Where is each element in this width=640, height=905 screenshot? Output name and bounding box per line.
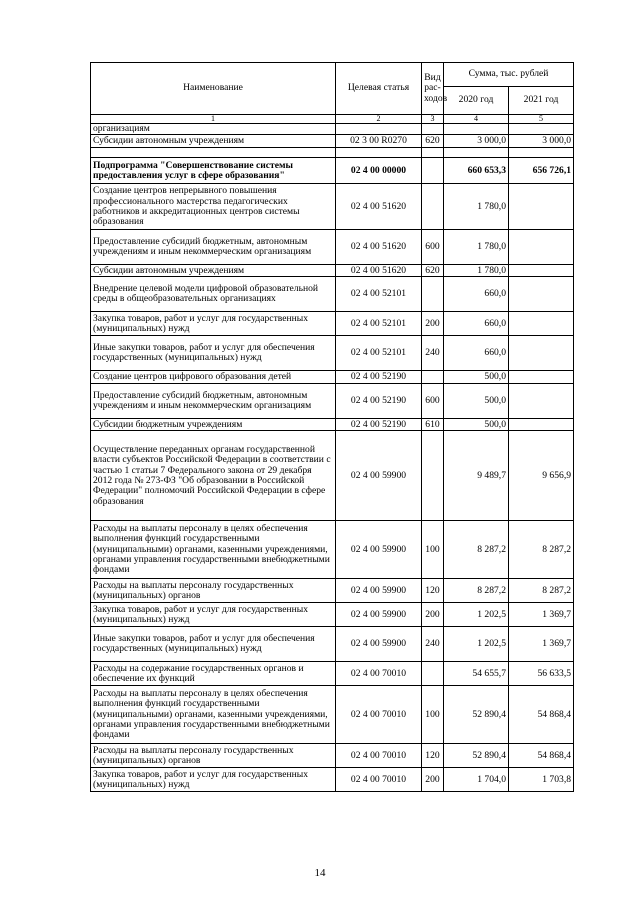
row-vid-cell xyxy=(422,662,444,686)
row-2021-cell xyxy=(509,265,574,277)
row-article-cell xyxy=(336,148,422,158)
table-row xyxy=(91,521,574,579)
row-article-cell: 02 4 00 52190 xyxy=(336,384,422,419)
row-name-cell: Закупка товаров, работ и услуг для государственных (муниципальных) нужд xyxy=(91,312,336,336)
row-vid-cell xyxy=(422,371,444,384)
row-2020-cell: 500,0 xyxy=(444,419,509,431)
table-row xyxy=(91,312,574,336)
row-article-cell: 02 4 00 00000 xyxy=(336,158,422,184)
row-vid-cell: 200 xyxy=(422,768,444,792)
column-index-row xyxy=(91,115,574,124)
row-name-cell: Субсидии автономным учреждениям xyxy=(91,135,336,148)
row-vid-cell xyxy=(422,431,444,521)
row-article-cell: 02 4 00 51620 xyxy=(336,230,422,265)
row-article-cell: 02 3 00 R0270 xyxy=(336,135,422,148)
row-name-cell: Внедрение целевой модели цифровой образовательной среды в общеобразовательных организациях xyxy=(91,277,336,312)
table-row xyxy=(91,265,574,277)
table-row xyxy=(91,384,574,419)
table-row xyxy=(91,158,574,184)
row-vid-cell xyxy=(422,277,444,312)
page-number: 14 xyxy=(314,867,326,879)
table-row xyxy=(91,744,574,768)
row-2021-cell xyxy=(509,277,574,312)
header-2021: 2021 год xyxy=(509,87,574,115)
row-2021-cell: 1 369,7 xyxy=(509,627,574,662)
table-body xyxy=(91,124,574,792)
row-article-cell: 02 4 00 70010 xyxy=(336,744,422,768)
row-2021-cell xyxy=(509,336,574,371)
row-vid-cell: 240 xyxy=(422,336,444,371)
header-2020: 2020 год xyxy=(444,87,509,115)
row-article-cell: 02 4 00 70010 xyxy=(336,768,422,792)
row-article-cell: 02 4 00 52101 xyxy=(336,312,422,336)
row-vid-cell: 240 xyxy=(422,627,444,662)
table-row xyxy=(91,686,574,744)
table-row xyxy=(91,662,574,686)
row-2020-cell: 1 780,0 xyxy=(444,184,509,230)
row-name-cell xyxy=(91,148,336,158)
row-2020-cell: 1 202,5 xyxy=(444,603,509,627)
table-row xyxy=(91,124,574,135)
row-2020-cell: 1 780,0 xyxy=(444,265,509,277)
row-vid-cell: 620 xyxy=(422,265,444,277)
row-2020-cell: 1 780,0 xyxy=(444,230,509,265)
row-vid-cell: 620 xyxy=(422,135,444,148)
row-name-cell: Субсидии бюджетным учреждениям xyxy=(91,419,336,431)
row-2021-cell: 56 633,5 xyxy=(509,662,574,686)
row-name-cell: Расходы на содержание государственных органов и обеспечение их функций xyxy=(91,662,336,686)
row-article-cell xyxy=(336,124,422,135)
row-article-cell: 02 4 00 59900 xyxy=(336,603,422,627)
row-2020-cell: 9 489,7 xyxy=(444,431,509,521)
row-name-cell: Создание центров непрерывного повышения профессионального мастерства педагогических работников и аккредитационных центров системы образования xyxy=(91,184,336,230)
row-2020-cell: 1 704,0 xyxy=(444,768,509,792)
row-vid-cell: 120 xyxy=(422,579,444,603)
row-2021-cell xyxy=(509,184,574,230)
row-2021-cell xyxy=(509,419,574,431)
row-name-cell: Осуществление переданных органам государственной власти субъектов Российской Федерации в соответствии с частью 1 статьи 7 Федерального закона от 29 декабря 2012 года № 273-ФЗ "Об образовании в Российской Федерации" полномочий Российской Федерации в сфере образования xyxy=(91,431,336,521)
row-2020-cell xyxy=(444,148,509,158)
table-row xyxy=(91,148,574,158)
row-2020-cell: 52 890,4 xyxy=(444,744,509,768)
row-2020-cell: 54 655,7 xyxy=(444,662,509,686)
row-name-cell: организациям xyxy=(91,124,336,135)
row-article-cell: 02 4 00 59900 xyxy=(336,521,422,579)
row-2021-cell: 54 868,4 xyxy=(509,686,574,744)
row-vid-cell: 600 xyxy=(422,230,444,265)
budget-table-sheet xyxy=(90,62,573,792)
row-name-cell: Иные закупки товаров, работ и услуг для обеспечения государственных (муниципальных) нужд xyxy=(91,627,336,662)
row-2021-cell: 8 287,2 xyxy=(509,521,574,579)
table-row xyxy=(91,230,574,265)
table-row xyxy=(91,277,574,312)
row-2021-cell xyxy=(509,230,574,265)
row-2020-cell: 500,0 xyxy=(444,384,509,419)
table-row xyxy=(91,184,574,230)
row-2020-cell: 660 653,3 xyxy=(444,158,509,184)
row-2021-cell: 1 369,7 xyxy=(509,603,574,627)
row-name-cell: Иные закупки товаров, работ и услуг для обеспечения государственных (муниципальных) нужд xyxy=(91,336,336,371)
index-cell: 2 xyxy=(336,115,422,124)
row-2021-cell: 54 868,4 xyxy=(509,744,574,768)
row-2021-cell xyxy=(509,371,574,384)
budget-table xyxy=(90,62,574,792)
row-vid-cell xyxy=(422,124,444,135)
row-2021-cell: 656 726,1 xyxy=(509,158,574,184)
table-row xyxy=(91,371,574,384)
row-2021-cell: 8 287,2 xyxy=(509,579,574,603)
row-name-cell: Расходы на выплаты персоналу в целях обеспечения выполнения функций государственными (муниципальными) органами, казенными учреждениями, органами управления государственными внебюджетными фондами xyxy=(91,686,336,744)
row-name-cell: Создание центров цифрового образования детей xyxy=(91,371,336,384)
row-article-cell: 02 4 00 52190 xyxy=(336,419,422,431)
row-name-cell: Закупка товаров, работ и услуг для государственных (муниципальных) нужд xyxy=(91,768,336,792)
header-sum: Сумма, тыс. рублей xyxy=(444,63,574,87)
row-article-cell: 02 4 00 52101 xyxy=(336,336,422,371)
row-2020-cell: 500,0 xyxy=(444,371,509,384)
table-row xyxy=(91,603,574,627)
table-row xyxy=(91,627,574,662)
table-row xyxy=(91,768,574,792)
index-cell: 4 xyxy=(444,115,509,124)
header-article: Целевая статья xyxy=(336,63,422,115)
row-vid-cell xyxy=(422,184,444,230)
row-vid-cell xyxy=(422,148,444,158)
row-vid-cell: 100 xyxy=(422,521,444,579)
row-2021-cell xyxy=(509,124,574,135)
row-name-cell: Расходы на выплаты персоналу в целях обеспечения выполнения функций государственными (муниципальными) органами, казенными учреждениями, органами управления государственными внебюджетными фондами xyxy=(91,521,336,579)
row-2021-cell xyxy=(509,384,574,419)
row-vid-cell: 120 xyxy=(422,744,444,768)
index-cell: 3 xyxy=(422,115,444,124)
row-2020-cell: 3 000,0 xyxy=(444,135,509,148)
row-2020-cell xyxy=(444,124,509,135)
row-2020-cell: 1 202,5 xyxy=(444,627,509,662)
row-name-cell: Расходы на выплаты персоналу государственных (муниципальных) органов xyxy=(91,579,336,603)
header-name: Наименование xyxy=(91,63,336,115)
row-2021-cell xyxy=(509,148,574,158)
row-name-cell: Субсидии автономным учреждениям xyxy=(91,265,336,277)
row-2020-cell: 52 890,4 xyxy=(444,686,509,744)
row-2020-cell: 660,0 xyxy=(444,336,509,371)
row-name-cell: Расходы на выплаты персоналу государственных (муниципальных) органов xyxy=(91,744,336,768)
row-vid-cell: 100 xyxy=(422,686,444,744)
table-row xyxy=(91,419,574,431)
row-2020-cell: 660,0 xyxy=(444,277,509,312)
row-vid-cell xyxy=(422,158,444,184)
row-vid-cell: 200 xyxy=(422,603,444,627)
row-2020-cell: 8 287,2 xyxy=(444,579,509,603)
row-name-cell: Предоставление субсидий бюджетным, автономным учреждениям и иным некоммерческим организациям xyxy=(91,230,336,265)
table-row xyxy=(91,336,574,371)
row-vid-cell: 200 xyxy=(422,312,444,336)
row-article-cell: 02 4 00 59900 xyxy=(336,579,422,603)
row-article-cell: 02 4 00 52101 xyxy=(336,277,422,312)
row-2021-cell: 9 656,9 xyxy=(509,431,574,521)
row-name-cell: Подпрограмма "Совершенствование системы предоставления услуг в сфере образования" xyxy=(91,158,336,184)
index-cell: 1 xyxy=(91,115,336,124)
index-cell: 5 xyxy=(509,115,574,124)
row-2020-cell: 660,0 xyxy=(444,312,509,336)
row-article-cell: 02 4 00 59900 xyxy=(336,627,422,662)
row-name-cell: Предоставление субсидий бюджетным, автономным учреждениям и иным некоммерческим организациям xyxy=(91,384,336,419)
row-vid-cell: 600 xyxy=(422,384,444,419)
row-article-cell: 02 4 00 70010 xyxy=(336,686,422,744)
row-vid-cell: 610 xyxy=(422,419,444,431)
table-row xyxy=(91,431,574,521)
row-article-cell: 02 4 00 51620 xyxy=(336,265,422,277)
row-2021-cell xyxy=(509,312,574,336)
row-article-cell: 02 4 00 70010 xyxy=(336,662,422,686)
row-article-cell: 02 4 00 51620 xyxy=(336,184,422,230)
row-name-cell: Закупка товаров, работ и услуг для государственных (муниципальных) нужд xyxy=(91,603,336,627)
row-article-cell: 02 4 00 52190 xyxy=(336,371,422,384)
row-2021-cell: 3 000,0 xyxy=(509,135,574,148)
row-article-cell: 02 4 00 59900 xyxy=(336,431,422,521)
row-2021-cell: 1 703,8 xyxy=(509,768,574,792)
header-vid: Вид рас-ходов xyxy=(422,63,444,115)
table-row xyxy=(91,135,574,148)
row-2020-cell: 8 287,2 xyxy=(444,521,509,579)
table-row xyxy=(91,579,574,603)
